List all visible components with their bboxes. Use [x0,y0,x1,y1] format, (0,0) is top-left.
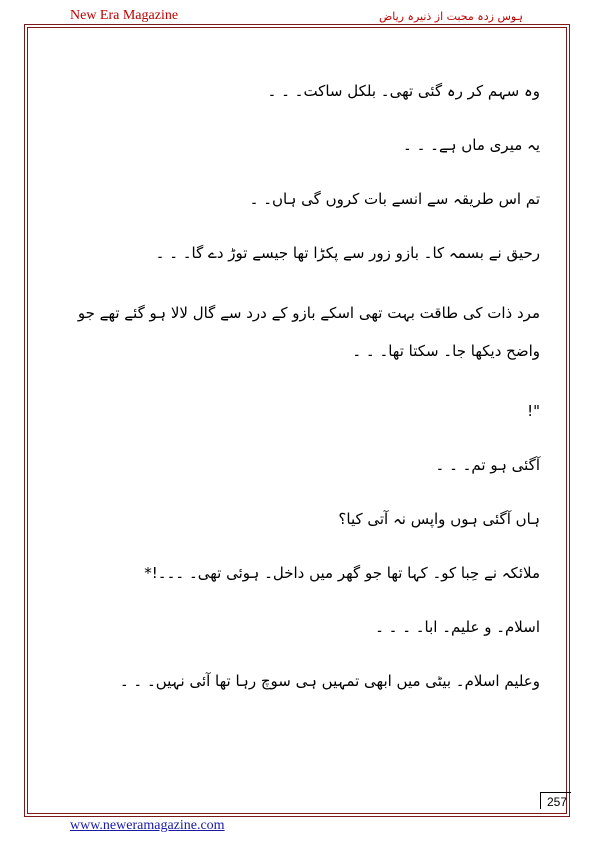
paragraph-line: مرد ذات کی طاقت بہت تھی اسکے بازو کے درد سے گال لالا ہو گئے تھے جو واضح دیکھا جا۔ سکتا تھا۔ ۔ ۔ [77,304,540,360]
paragraph-line: اسلام۔ و علیم۔ ابا۔ ۔ ۔ ۔ [375,618,540,636]
website-link[interactable]: www.neweramagazine.com [70,818,225,833]
story-text [60,78,540,694]
paragraph-line: رحیق نے بسمہ کا۔ بازو زور سے پکڑا تھا جیسے توڑ دے گا۔ ۔ ۔ [155,244,540,262]
paragraph-line: "! [527,402,540,420]
paragraph-line: یہ میری ماں ہے۔ ۔ ۔ [403,136,540,154]
magazine-name: New Era Magazine [70,8,179,23]
paragraph-line: تم اس طریقہ سے انسے بات کروں گی ہاں۔ ۔ [249,190,540,208]
paragraph-line: آگئی ہو تم۔ ۔ ۔ [435,456,540,474]
page-number: 257 [540,792,571,809]
paragraph-line: ہاں آگئی ہوں واپس نہ آتی کیا؟ [338,510,540,528]
paragraph-line: وعلیم اسلام۔ بیٹی میں ابھی تمہیں ہی سوچ رہا تھا آئی نہیں۔ ۔ ۔ [119,672,540,690]
paragraph-line: ملائکہ نے حِبا کو۔ کہا تھا جو گھر میں داخل۔ ہوئی تھی۔ ۔۔۔!* [144,564,540,582]
novel-title: ہوس زدہ محبت از ذنیرہ ریاض [379,10,523,23]
paragraph-line: وہ سہم کر رہ گئی تھی۔ بلکل ساکت۔ ۔ ۔ [267,82,540,100]
